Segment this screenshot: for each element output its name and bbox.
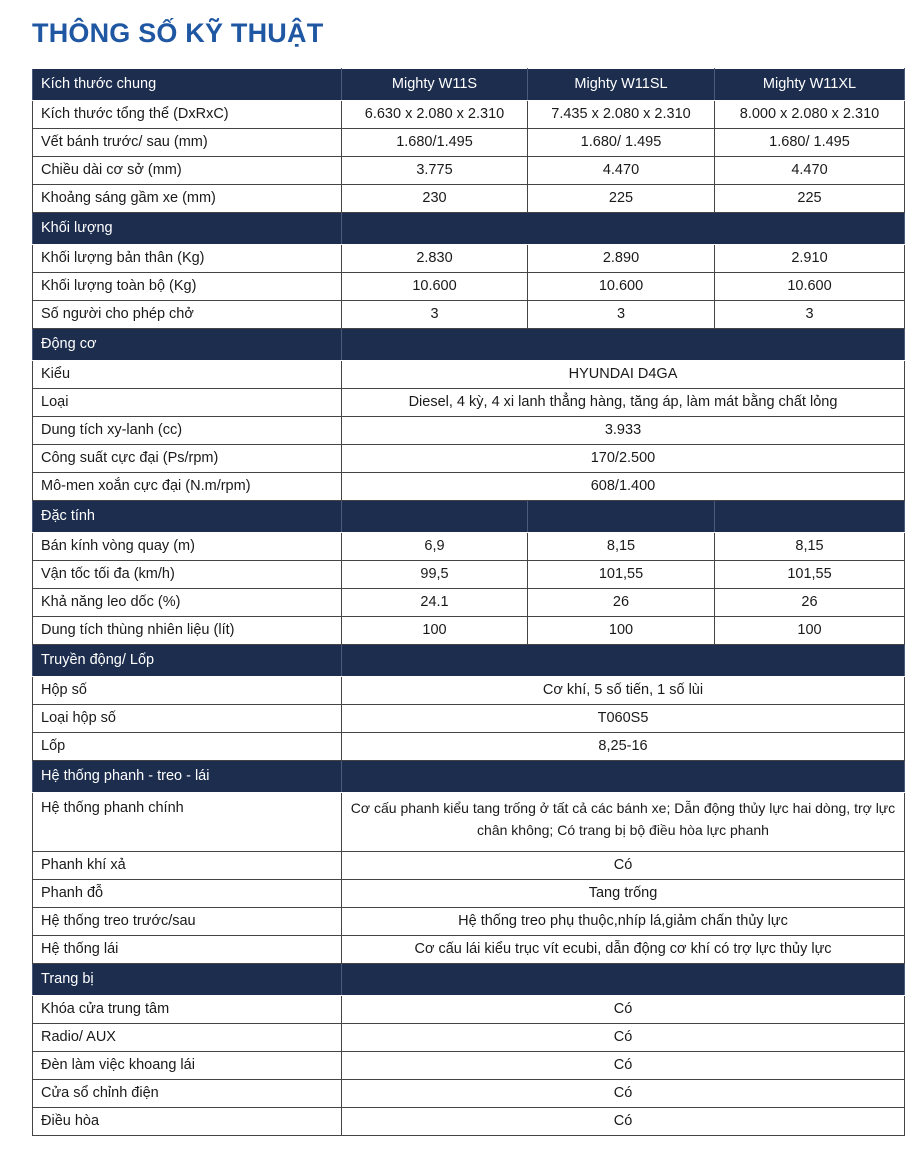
table-row: [33, 361, 905, 389]
section-header-row: [33, 69, 905, 101]
spec-value: 2.830: [342, 245, 528, 273]
model-column-header: Mighty W11XL: [715, 69, 905, 101]
spec-value: 1.680/1.495: [342, 129, 528, 157]
spec-value: 4.470: [715, 157, 905, 185]
table-row: [33, 417, 905, 445]
spec-value: HYUNDAI D4GA: [342, 361, 905, 389]
spec-label: Khoảng sáng gầm xe (mm): [33, 185, 342, 213]
spec-label: Khóa cửa trung tâm: [33, 996, 342, 1024]
section-header-cell: [342, 964, 905, 996]
section-header-cell: [342, 501, 528, 533]
spec-value: 8,15: [528, 533, 715, 561]
spec-value: 10.600: [715, 273, 905, 301]
spec-label: Kiểu: [33, 361, 342, 389]
section-header-cell: [342, 761, 905, 793]
spec-value: 10.600: [342, 273, 528, 301]
spec-label: Chiều dài cơ sở (mm): [33, 157, 342, 185]
spec-value: 3: [342, 301, 528, 329]
spec-value: Tang trống: [342, 880, 905, 908]
table-row: [33, 908, 905, 936]
section-title: Truyền động/ Lốp: [33, 645, 342, 677]
spec-value: 100: [342, 617, 528, 645]
table-row: [33, 445, 905, 473]
spec-value: 225: [715, 185, 905, 213]
spec-label: Số người cho phép chở: [33, 301, 342, 329]
table-row: [33, 936, 905, 964]
spec-value: Cơ khí, 5 số tiến, 1 số lùi: [342, 677, 905, 705]
spec-value: 100: [715, 617, 905, 645]
table-row: [33, 561, 905, 589]
table-row: [33, 101, 905, 129]
spec-value: 101,55: [528, 561, 715, 589]
spec-value: Cơ cấu lái kiểu trục vít ecubi, dẫn động cơ khí có trợ lực thủy lực: [342, 936, 905, 964]
spec-label: Hệ thống lái: [33, 936, 342, 964]
section-header-cell: [342, 645, 905, 677]
table-row: [33, 245, 905, 273]
spec-label: Khối lượng bản thân (Kg): [33, 245, 342, 273]
spec-value: 26: [715, 589, 905, 617]
section-header-row: [33, 329, 905, 361]
model-column-header: Mighty W11SL: [528, 69, 715, 101]
spec-label: Điều hòa: [33, 1108, 342, 1136]
spec-value: 2.910: [715, 245, 905, 273]
spec-label: Vận tốc tối đa (km/h): [33, 561, 342, 589]
spec-value: 1.680/ 1.495: [528, 129, 715, 157]
spec-value: 3: [528, 301, 715, 329]
table-row: [33, 705, 905, 733]
spec-value: Hệ thống treo phụ thuộc,nhíp lá,giảm chấn thủy lực: [342, 908, 905, 936]
table-row: [33, 301, 905, 329]
spec-value: Có: [342, 852, 905, 880]
spec-value: Có: [342, 1052, 905, 1080]
spec-label: Vết bánh trước/ sau (mm): [33, 129, 342, 157]
table-row: [33, 389, 905, 417]
spec-value: Diesel, 4 kỳ, 4 xi lanh thẳng hàng, tăng áp, làm mát bằng chất lỏng: [342, 389, 905, 417]
table-row: [33, 852, 905, 880]
spec-label: Kích thước tổng thể (DxRxC): [33, 101, 342, 129]
spec-value: Có: [342, 1080, 905, 1108]
spec-value: 101,55: [715, 561, 905, 589]
spec-label: Công suất cực đại (Ps/rpm): [33, 445, 342, 473]
section-header-cell: [342, 213, 905, 245]
spec-label: Khả năng leo dốc (%): [33, 589, 342, 617]
spec-value: 3.933: [342, 417, 905, 445]
spec-value: 608/1.400: [342, 473, 905, 501]
section-header-cell: [528, 501, 715, 533]
spec-label: Dung tích xy-lanh (cc): [33, 417, 342, 445]
spec-value: 6,9: [342, 533, 528, 561]
section-header-row: [33, 964, 905, 996]
spec-label: Phanh đỗ: [33, 880, 342, 908]
spec-value: 8.000 x 2.080 x 2.310: [715, 101, 905, 129]
table-row: [33, 1024, 905, 1052]
spec-label: Loại hộp số: [33, 705, 342, 733]
spec-value: 24.1: [342, 589, 528, 617]
spec-value: 170/2.500: [342, 445, 905, 473]
spec-label: Đèn làm việc khoang lái: [33, 1052, 342, 1080]
table-row: [33, 677, 905, 705]
table-row: [33, 1108, 905, 1136]
spec-value: 99,5: [342, 561, 528, 589]
spec-label: Khối lượng toàn bộ (Kg): [33, 273, 342, 301]
spec-value: 26: [528, 589, 715, 617]
section-title: Hệ thống phanh - treo - lái: [33, 761, 342, 793]
section-header-row: [33, 645, 905, 677]
section-header-cell: [715, 501, 905, 533]
table-row: [33, 273, 905, 301]
spec-label: Hệ thống phanh chính: [33, 793, 342, 852]
table-row: [33, 617, 905, 645]
spec-table: [32, 68, 905, 1136]
spec-value: 2.890: [528, 245, 715, 273]
spec-value: 6.630 x 2.080 x 2.310: [342, 101, 528, 129]
section-title: Động cơ: [33, 329, 342, 361]
spec-value: 4.470: [528, 157, 715, 185]
section-header-row: [33, 213, 905, 245]
spec-label: Mô-men xoắn cực đại (N.m/rpm): [33, 473, 342, 501]
page-title: THÔNG SỐ KỸ THUẬT: [32, 18, 324, 48]
spec-value: 3.775: [342, 157, 528, 185]
section-header-row: [33, 761, 905, 793]
spec-value: T060S5: [342, 705, 905, 733]
table-row: [33, 793, 905, 852]
section-title: Khối lượng: [33, 213, 342, 245]
section-title: Đặc tính: [33, 501, 342, 533]
spec-label: Radio/ AUX: [33, 1024, 342, 1052]
section-title: Trang bị: [33, 964, 342, 996]
spec-value: 225: [528, 185, 715, 213]
table-row: [33, 185, 905, 213]
spec-label: Lốp: [33, 733, 342, 761]
spec-label: Phanh khí xả: [33, 852, 342, 880]
spec-value: 8,15: [715, 533, 905, 561]
spec-value: 100: [528, 617, 715, 645]
section-header-cell: [342, 329, 905, 361]
spec-value: Có: [342, 996, 905, 1024]
table-row: [33, 157, 905, 185]
spec-value: Có: [342, 1108, 905, 1136]
spec-label: Dung tích thùng nhiên liệu (lít): [33, 617, 342, 645]
spec-value: 1.680/ 1.495: [715, 129, 905, 157]
spec-value: 7.435 x 2.080 x 2.310: [528, 101, 715, 129]
section-title: Kích thước chung: [33, 69, 342, 101]
spec-value: 230: [342, 185, 528, 213]
spec-label: Bán kính vòng quay (m): [33, 533, 342, 561]
spec-label: Cửa sổ chỉnh điện: [33, 1080, 342, 1108]
table-row: [33, 733, 905, 761]
spec-label: Loại: [33, 389, 342, 417]
table-row: [33, 533, 905, 561]
spec-value: Cơ cấu phanh kiểu tang trống ở tất cả các bánh xe; Dẫn động thủy lực hai dòng, trợ lực chân không; Có trang bị bộ điều hòa lực phanh: [342, 793, 905, 852]
table-row: [33, 1080, 905, 1108]
spec-value: 8,25-16: [342, 733, 905, 761]
spec-value: 10.600: [528, 273, 715, 301]
table-row: [33, 589, 905, 617]
spec-value: Có: [342, 1024, 905, 1052]
table-row: [33, 129, 905, 157]
table-row: [33, 996, 905, 1024]
spec-label: Hệ thống treo trước/sau: [33, 908, 342, 936]
model-column-header: Mighty W11S: [342, 69, 528, 101]
table-row: [33, 880, 905, 908]
table-row: [33, 473, 905, 501]
spec-label: Hộp số: [33, 677, 342, 705]
spec-value: 3: [715, 301, 905, 329]
table-row: [33, 1052, 905, 1080]
section-header-row: [33, 501, 905, 533]
